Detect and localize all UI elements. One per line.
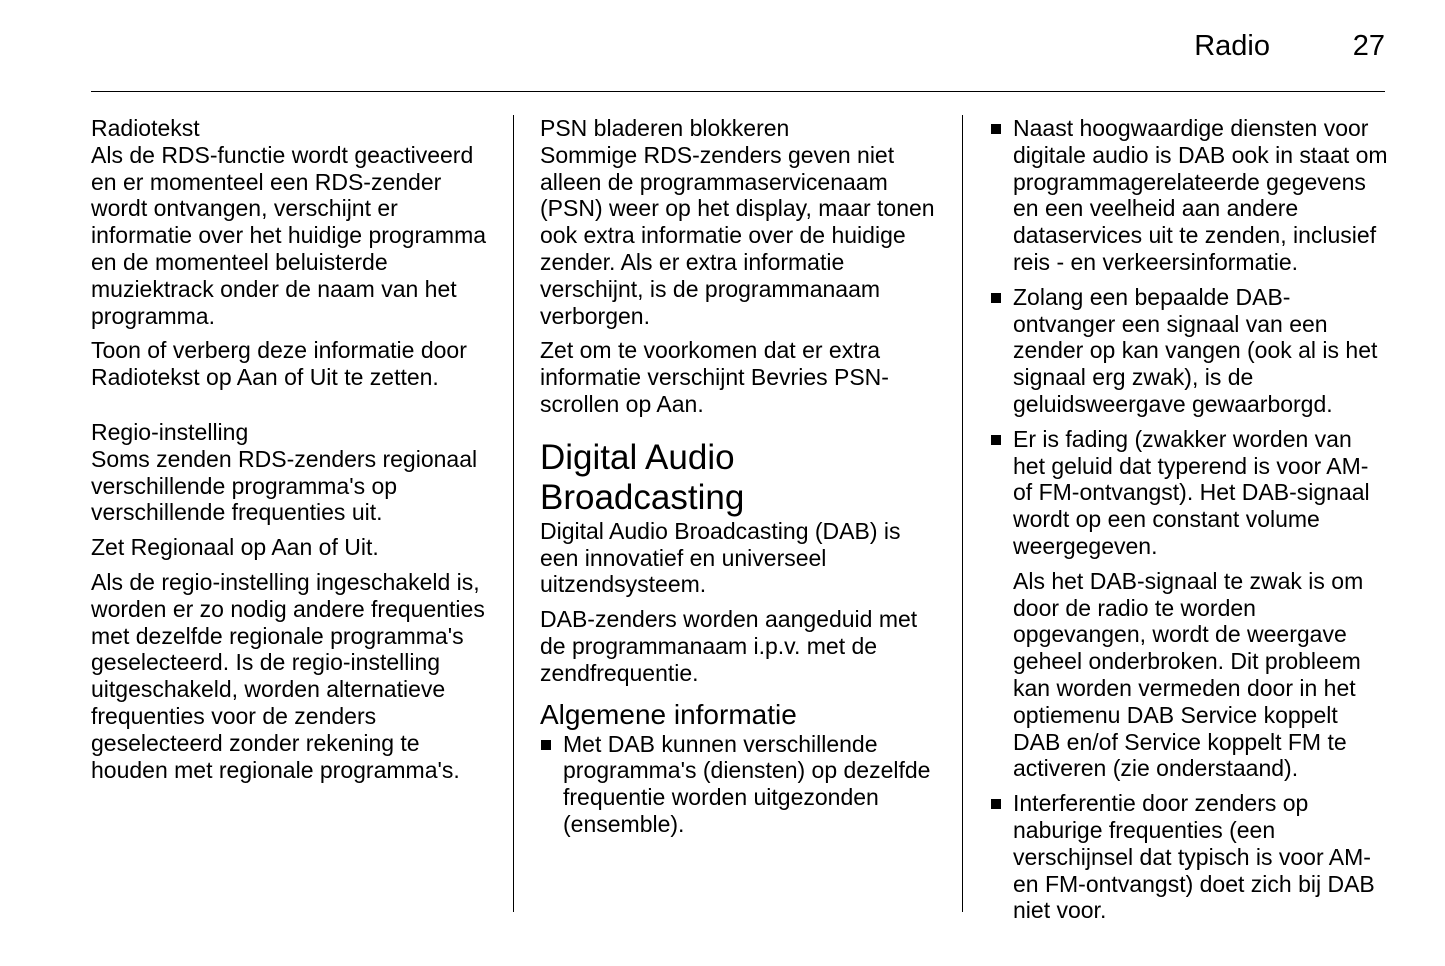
bullet-square-icon bbox=[991, 293, 1001, 303]
header-divider bbox=[91, 91, 1385, 92]
list-item: Zolang een bepaalde DAB-ontvanger een signaal van een zender op kan vangen (ook al is het signaal erg zwak), is de geluidsweergave gewaarborgd. bbox=[990, 284, 1390, 418]
regio-instruction: Zet Regionaal op Aan of Uit. bbox=[91, 534, 379, 561]
list-item: Interferentie door zenders op naburige frequenties (een verschijnsel dat typisch is voor AM- en FM-ontvangst) doet zich bij DAB niet voor. bbox=[990, 790, 1390, 924]
regio-heading: Regio-instelling bbox=[91, 418, 249, 445]
dab-stations: DAB-zenders worden aangeduid met de programmanaam i.p.v. met de zendfrequentie. bbox=[540, 606, 918, 686]
list-item: Er is fading (zwakker worden van het geluid dat typerend is voor AM- of FM-ontvangst). Het DAB-signaal wordt op een constant volume weergegeven. Als het DAB-signaal te zwak is om door de radio te worden opgevangen, wordt de weergave geheel onderbroken. Dit probleem kan worden vermeden door in het optiemenu DAB Service koppelt DAB en/of Service koppelt FM te activeren (zie onderstaand). bbox=[990, 426, 1390, 782]
page-number: 27 bbox=[1352, 30, 1385, 62]
dab-intro: Digital Audio Broadcasting (DAB) is een innovatief en universeel uitzendsysteem. bbox=[540, 517, 901, 598]
list-item: Naast hoogwaardige diensten voor digitale audio is DAB ook in staat om programmagerelateerde gegevens en een veelheid aan andere dataservices uit te zenden, inclusief reis - en verkeersinformatie. bbox=[990, 115, 1390, 276]
menu-option-radiotekst: Radiotekst bbox=[91, 364, 200, 391]
radiotekst-body: Als de RDS-functie wordt geactiveerd en er momenteel een RDS-zender wordt ontvangen, verschijnt er informatie over het huidige programma en de momenteel beluisterde muziektrack onder de naam van het programma. bbox=[91, 141, 487, 329]
menu-option-service-fm: Service koppelt FM bbox=[1124, 728, 1322, 755]
bullet-square-icon bbox=[541, 740, 551, 750]
radiotekst-instruction: Toon of verberg deze informatie door Radiotekst op Aan of Uit te zetten. bbox=[91, 337, 467, 391]
bullet-square-icon bbox=[991, 124, 1001, 134]
regio-body: Soms zenden RDS-zenders regionaal verschillende programma's op verschillende frequenties uit. bbox=[91, 445, 478, 526]
psn-body: Sommige RDS-zenders geven niet alleen de programmaservicenaam (PSN) weer op het display, maar tonen ook extra informatie over de huidige zender. Als er extra informatie verschijnt, is de programmanaam verborgen. bbox=[540, 141, 935, 329]
column-3 bbox=[990, 115, 1390, 932]
list-item: Met DAB kunnen verschillende programma's (diensten) op dezelfde frequentie worden uitgezonden (ensemble). bbox=[540, 731, 945, 838]
column-divider-1 bbox=[513, 115, 514, 912]
column-1 bbox=[91, 115, 496, 791]
psn-instruction: Zet om te voorkomen dat er extra informatie verschijnt Bevries PSN-scrollen op Aan. bbox=[540, 337, 889, 417]
menu-option-regionaal: Regionaal bbox=[130, 534, 235, 561]
column-2 bbox=[540, 115, 945, 846]
menu-option-bevries-psn: Bevries PSN-scrollen bbox=[540, 364, 889, 417]
menu-option-service-dab: Service koppelt DAB bbox=[1013, 701, 1338, 755]
bullet-square-icon bbox=[991, 435, 1001, 445]
column-divider-2 bbox=[962, 115, 963, 912]
dab-heading: Digital Audio Broadcasting bbox=[540, 437, 745, 517]
section-title: Radio bbox=[1194, 30, 1270, 62]
bullet-square-icon bbox=[991, 799, 1001, 809]
menu-value-uit: Uit bbox=[309, 364, 338, 391]
bullet-continuation: Als het DAB-signaal te zwak is om door de radio te worden opgevangen, wordt de weergave geheel onderbroken. Dit probleem kan worden vermeden door in het optiemenu DAB Service koppelt DAB en/of Service koppelt FM te activeren (zie onderstaand). bbox=[1013, 567, 1364, 782]
regio-explanation: Als de regio-instelling ingeschakeld is, worden er zo nodig andere frequenties met dezelfde regionale programma's geselecteerd. Is de regio-instelling uitgeschakeld, worden alternatieve frequenties voor de zenders geselecteerd zonder rekening te houden met regionale programma's. bbox=[91, 568, 485, 783]
radiotekst-heading: Radiotekst bbox=[91, 115, 200, 141]
algemeen-heading: Algemene informatie bbox=[540, 698, 797, 730]
psn-heading: PSN bladeren blokkeren bbox=[540, 115, 790, 141]
menu-value-uit: Uit bbox=[344, 534, 373, 561]
menu-value-aan: Aan bbox=[656, 390, 698, 417]
menu-value-aan: Aan bbox=[236, 364, 278, 391]
menu-value-aan: Aan bbox=[271, 534, 313, 561]
